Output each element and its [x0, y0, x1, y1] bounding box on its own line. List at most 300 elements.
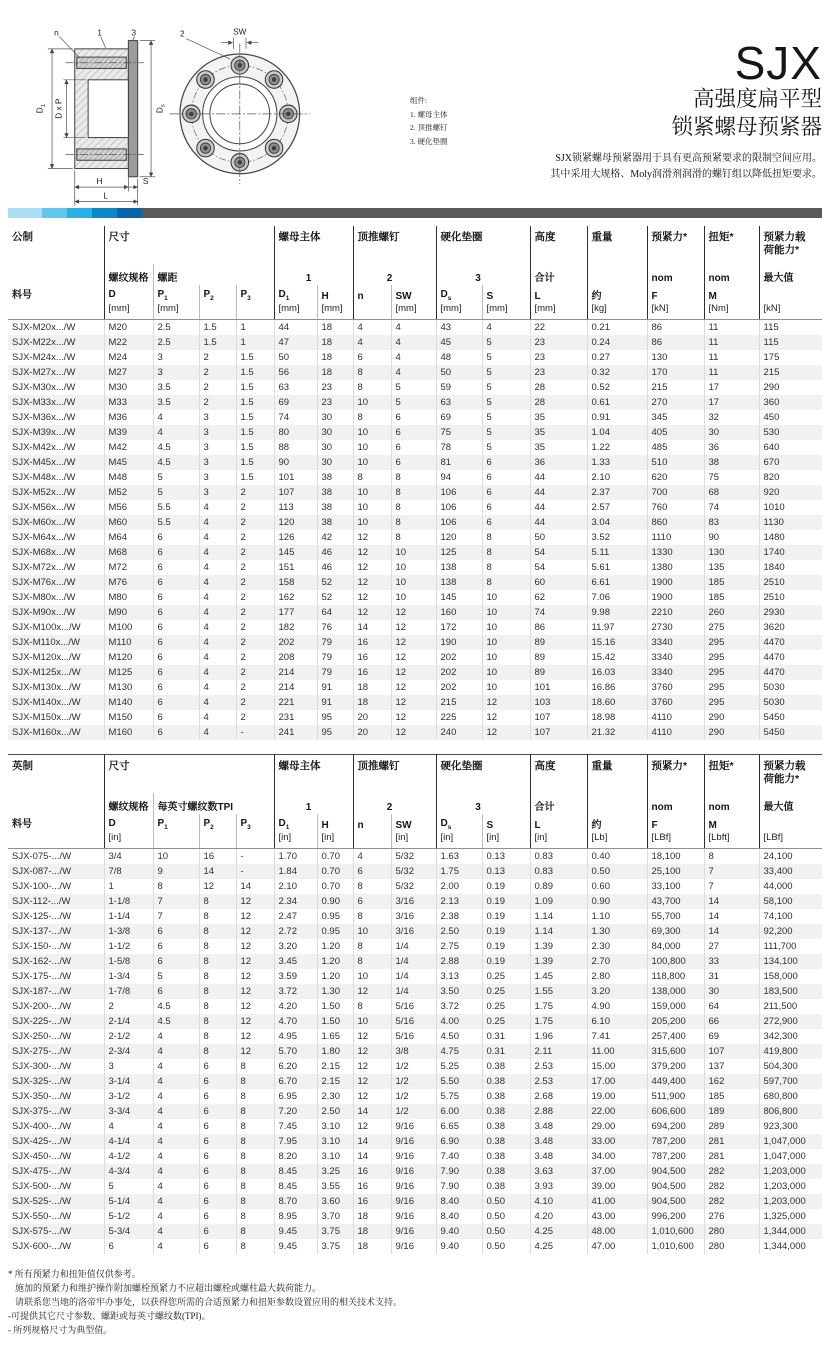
table-cell: 6 [353, 894, 391, 909]
imperial-spec-table [8, 754, 822, 1254]
col-header: F [647, 285, 704, 303]
table-cell: 6.95 [274, 1089, 317, 1104]
table-cell: 12 [353, 605, 391, 620]
table-cell: 76 [317, 620, 353, 635]
table-cell: 1900 [647, 590, 704, 605]
table-row [8, 560, 822, 575]
table-cell: 700 [647, 485, 704, 500]
table-cell: 3 [199, 410, 236, 425]
table-cell: 1,344,000 [763, 1241, 806, 1252]
table-cell: 694,200 [647, 1119, 704, 1134]
table-cell: 12 [353, 1074, 391, 1089]
col-header: 重量 [587, 226, 647, 264]
table-cell: 5/16 [391, 999, 436, 1014]
table-cell: 118,800 [647, 969, 704, 984]
table-cell: 4 [353, 320, 391, 336]
table-cell: 43 [436, 320, 482, 336]
table-cell: 1.75 [436, 864, 482, 879]
table-cell: 4 [153, 1149, 199, 1164]
table-cell: 202 [436, 665, 482, 680]
table-cell: 2 [236, 650, 274, 665]
table-cell: 6 [391, 410, 436, 425]
table-cell: 6 [199, 1134, 236, 1149]
table-cell: 137 [704, 1059, 759, 1074]
table-cell: 8 [482, 530, 530, 545]
table-cell: M22 [104, 335, 153, 350]
table-cell: 7 [153, 894, 199, 909]
table-cell: 18.98 [587, 710, 647, 725]
label-3: 3 [131, 28, 137, 38]
page-header [0, 0, 830, 208]
table-cell: 4.10 [530, 1194, 587, 1209]
table-cell: SJX-525-.../W [8, 1194, 104, 1209]
table-cell: 272,900 [763, 1016, 798, 1027]
table-cell: 10 [353, 440, 391, 455]
table-cell: 2.10 [274, 879, 317, 894]
table-cell: 4.25 [530, 1224, 587, 1239]
table-cell: 74,100 [763, 911, 793, 922]
table-cell: SJX-M45x.../W [8, 455, 104, 470]
table-cell: 2 [236, 620, 274, 635]
col-header: L [530, 814, 587, 832]
table-cell: 5.61 [587, 560, 647, 575]
table-row [8, 665, 822, 680]
unit-label [353, 303, 391, 320]
col-header [587, 264, 647, 285]
col-header: 尺寸 [104, 755, 274, 794]
table-cell: 4 [153, 1209, 199, 1224]
table-cell: 6 [199, 1119, 236, 1134]
table-cell: 6 [353, 350, 391, 365]
table-cell: 0.38 [482, 1149, 530, 1164]
table-cell: 202 [274, 635, 317, 650]
table-cell: 18 [317, 320, 353, 336]
table-cell: 8 [353, 939, 391, 954]
table-cell: 282 [704, 1179, 759, 1194]
table-cell: 5 [482, 425, 530, 440]
table-cell: 3.52 [587, 530, 647, 545]
table-cell: 46 [317, 560, 353, 575]
table-cell: 10 [353, 425, 391, 440]
col-header: M [704, 814, 759, 832]
table-cell: 2 [236, 635, 274, 650]
table-cell: 89 [530, 635, 587, 650]
table-cell: 1.5 [236, 470, 274, 485]
table-cell: 106 [436, 500, 482, 515]
table-cell: 2510 [763, 577, 785, 588]
table-cell: 3.20 [587, 984, 647, 999]
table-cell: 920 [763, 487, 780, 498]
table-cell: 5 [153, 470, 199, 485]
table-cell: 4 [153, 1089, 199, 1104]
table-cell: 8 [236, 1224, 274, 1239]
table-cell: 1,325,000 [763, 1211, 806, 1222]
table-cell: SJX-087-.../W [8, 864, 104, 879]
table-cell: 48.00 [587, 1224, 647, 1239]
table-cell: 3.48 [530, 1149, 587, 1164]
unit-label: [in] [274, 832, 317, 849]
table-cell: 160 [436, 605, 482, 620]
table-cell: SJX-425-.../W [8, 1134, 104, 1149]
table-cell: 3620 [763, 622, 785, 633]
table-cell: 44 [530, 500, 587, 515]
unit-label: [mm] [104, 303, 153, 320]
table-cell: 345 [647, 410, 704, 425]
table-cell: 8 [236, 1089, 274, 1104]
product-description: SJX锁紧螺母预紧器用于具有更高预紧要求的限制空间应用。 其中采用大规格、Moly润滑剂润滑的螺钉组以降低扭矩要求。 [550, 152, 822, 180]
table-cell: 44 [274, 320, 317, 336]
table-cell: 14 [353, 1149, 391, 1164]
table-cell: 4470 [763, 667, 785, 678]
table-cell: 4 [199, 650, 236, 665]
table-cell: 86 [647, 320, 704, 336]
table-cell: 8 [353, 365, 391, 380]
unit-label [236, 303, 274, 320]
table-cell: 75 [704, 470, 759, 485]
table-cell: 0.38 [482, 1074, 530, 1089]
table-cell: 4 [153, 410, 199, 425]
table-cell: 74 [530, 605, 587, 620]
table-cell: 10 [353, 515, 391, 530]
title-block [550, 37, 822, 183]
table-cell: 1.5 [236, 350, 274, 365]
table-cell: 18 [353, 1209, 391, 1224]
table-cell: 18 [353, 1239, 391, 1254]
col-header: S [482, 814, 530, 832]
table-cell: SJX-375-.../W [8, 1104, 104, 1119]
table-cell: 5030 [763, 682, 785, 693]
table-cell: 8 [704, 849, 759, 865]
table-cell: 2.15 [317, 1074, 353, 1089]
table-cell: 38 [317, 515, 353, 530]
table-cell: 215 [647, 380, 704, 395]
footnote-line: 施加的预紧力和维护操作附加螺栓预紧力不应超出螺栓或螺柱最大载荷能力。 [15, 1282, 322, 1293]
unit-label [236, 832, 274, 849]
table-cell: 6 [153, 939, 199, 954]
table-cell: 4.5 [153, 440, 199, 455]
table-cell: 1.09 [530, 894, 587, 909]
table-cell: 419,800 [763, 1046, 798, 1057]
table-cell: 2.50 [436, 924, 482, 939]
table-cell: 1840 [763, 562, 785, 573]
table-cell: 3.72 [274, 984, 317, 999]
table-row [8, 725, 822, 740]
table-cell: M120 [104, 650, 153, 665]
table-cell: 5-3/4 [104, 1224, 153, 1239]
table-cell: 0.38 [482, 1089, 530, 1104]
table-cell: 24,100 [763, 851, 793, 862]
imperial-table-body [8, 849, 822, 1255]
table-cell: 88 [274, 440, 317, 455]
table-cell: 2.10 [587, 470, 647, 485]
table-cell: 16 [353, 1164, 391, 1179]
table-cell: 0.38 [482, 1119, 530, 1134]
col-header: 螺距 [153, 264, 274, 285]
table-cell: 11.00 [587, 1044, 647, 1059]
table-cell: 787,200 [647, 1134, 704, 1149]
table-cell: 1.30 [587, 924, 647, 939]
label-ds: $D_s$ [155, 104, 167, 114]
table-cell: 0.52 [587, 380, 647, 395]
table-cell: SJX-M39x.../W [8, 425, 104, 440]
table-cell: 5 [482, 410, 530, 425]
table-cell: M30 [104, 380, 153, 395]
unit-label [199, 832, 236, 849]
table-cell: 8 [353, 954, 391, 969]
table-cell: 151 [274, 560, 317, 575]
table-cell: 10 [482, 650, 530, 665]
table-cell: 33,400 [763, 866, 793, 877]
table-cell: 10 [391, 590, 436, 605]
table-cell: 3/16 [391, 894, 436, 909]
table-cell: M27 [104, 365, 153, 380]
table-cell: 2.37 [587, 485, 647, 500]
label-dxp: D x P [54, 98, 64, 119]
table-cell: 17 [704, 380, 759, 395]
table-row [8, 1014, 822, 1029]
table-cell: 1-3/4 [104, 969, 153, 984]
unit-label: [mm] [317, 303, 353, 320]
table-cell: SJX-M56x.../W [8, 500, 104, 515]
table-cell: 202 [436, 650, 482, 665]
table-cell: 16 [199, 849, 236, 865]
table-cell: 6 [153, 560, 199, 575]
unit-label: [in] [482, 832, 530, 849]
table-cell: 4 [199, 575, 236, 590]
footnote-line: * 所有预紧力和扭矩值仅供参考。 [8, 1269, 141, 1279]
table-cell: 2.57 [587, 500, 647, 515]
table-cell: 3/16 [391, 909, 436, 924]
table-cell: 30 [704, 984, 759, 999]
table-cell: 2-3/4 [104, 1044, 153, 1059]
table-cell: 1.5 [236, 380, 274, 395]
table-cell: 0.50 [482, 1239, 530, 1254]
table-cell: 449,400 [647, 1074, 704, 1089]
table-cell: 9/16 [391, 1224, 436, 1239]
table-cell: 4 [199, 665, 236, 680]
table-cell: 2 [199, 395, 236, 410]
col-header: H [317, 285, 353, 303]
table-cell: 8.40 [436, 1194, 482, 1209]
table-cell: 0.95 [317, 924, 353, 939]
table-cell: 2.13 [436, 894, 482, 909]
table-cell: 2.15 [317, 1059, 353, 1074]
table-cell: 9.45 [274, 1224, 317, 1239]
table-cell: 2 [199, 380, 236, 395]
table-cell: 1380 [647, 560, 704, 575]
table-cell: 10 [153, 849, 199, 865]
table-cell: 19.00 [587, 1089, 647, 1104]
table-cell: 44 [530, 515, 587, 530]
table-cell: 4.00 [436, 1014, 482, 1029]
table-cell: 138,000 [647, 984, 704, 999]
table-cell: 12 [391, 680, 436, 695]
table-cell: 3760 [647, 695, 704, 710]
table-cell: 1-1/2 [104, 939, 153, 954]
table-cell: 4 [153, 1119, 199, 1134]
table-row [8, 1179, 822, 1194]
table-cell: 8.95 [274, 1209, 317, 1224]
table-cell: 54 [530, 560, 587, 575]
table-cell: 3/4 [104, 849, 153, 865]
table-cell: 211,500 [763, 1001, 798, 1012]
table-cell: 3.60 [317, 1194, 353, 1209]
col-header: D [104, 285, 153, 303]
table-cell: 125 [436, 545, 482, 560]
table-cell: 15.42 [587, 650, 647, 665]
legend-item: 3. 硬化垫圈 [410, 136, 448, 146]
table-cell: - [236, 725, 274, 740]
table-cell: 4 [153, 425, 199, 440]
table-cell: SJX-M27x.../W [8, 365, 104, 380]
table-cell: 4 [482, 320, 530, 336]
table-cell: 1010 [763, 502, 785, 513]
table-cell: M125 [104, 665, 153, 680]
table-cell: 0.19 [482, 879, 530, 894]
col-header: 硬化垫圈 [436, 226, 530, 264]
table-cell: 3.55 [317, 1179, 353, 1194]
table-cell: 7 [704, 864, 759, 879]
table-cell: 1.20 [317, 939, 353, 954]
table-cell: 4 [391, 350, 436, 365]
table-cell: 4.5 [153, 455, 199, 470]
table-cell: 8 [236, 1239, 274, 1254]
table-row [8, 939, 822, 954]
col-header: 扭矩* [704, 226, 759, 264]
table-cell: 37.00 [587, 1164, 647, 1179]
table-cell: M150 [104, 710, 153, 725]
table-cell: 1110 [647, 530, 704, 545]
col-header: $P_1$ [153, 285, 199, 303]
table-cell: 12 [391, 605, 436, 620]
table-cell: 0.19 [482, 894, 530, 909]
table-cell: 18 [317, 365, 353, 380]
table-cell: 1,203,000 [763, 1181, 806, 1192]
unit-label: [mm] [436, 303, 482, 320]
table-cell: 280 [704, 1239, 759, 1254]
col-header: 预紧力* [647, 226, 704, 264]
table-cell: 15.16 [587, 635, 647, 650]
table-cell: 33 [704, 954, 759, 969]
table-cell: 12 [391, 635, 436, 650]
table-cell: 138 [436, 560, 482, 575]
table-cell: SJX-187-.../W [8, 984, 104, 999]
table-cell: 46 [317, 545, 353, 560]
col-header: $P_1$ [153, 814, 199, 832]
table-cell: 4 [353, 335, 391, 350]
table-cell: 2.5 [153, 335, 199, 350]
table-cell: 2.75 [436, 939, 482, 954]
table-cell: 90 [274, 455, 317, 470]
table-cell: 1,203,000 [763, 1196, 806, 1207]
table-cell: 8 [199, 1044, 236, 1059]
table-cell: 11 [704, 335, 759, 350]
label-n: n [54, 28, 59, 38]
table-cell: 63 [436, 395, 482, 410]
table-cell: 3-1/2 [104, 1089, 153, 1104]
metric-spec-table [8, 226, 822, 740]
table-cell: 3.48 [530, 1134, 587, 1149]
table-cell: 1.33 [587, 455, 647, 470]
table-cell: 23 [530, 350, 587, 365]
table-cell: 12 [353, 545, 391, 560]
table-cell: 1.45 [530, 969, 587, 984]
unit-label: [in] [317, 832, 353, 849]
col-header: 公制 料号 [8, 226, 104, 320]
table-cell: 6 [199, 1209, 236, 1224]
unit-label [153, 832, 199, 849]
table-cell: 1.5 [236, 440, 274, 455]
table-cell: 68 [704, 485, 759, 500]
col-header: D [104, 814, 153, 832]
metric-table-body [8, 320, 822, 741]
table-cell: 6 [153, 665, 199, 680]
table-cell: 1.14 [530, 924, 587, 939]
table-cell: 47 [274, 335, 317, 350]
table-cell: 6 [153, 710, 199, 725]
table-cell: 2-1/4 [104, 1014, 153, 1029]
table-cell: 290 [704, 725, 759, 740]
table-cell: 3340 [647, 650, 704, 665]
col-header: $P_2$ [199, 285, 236, 303]
table-cell: 0.70 [317, 879, 353, 894]
col-header: 合计 [530, 793, 587, 814]
table-cell: SJX-137-.../W [8, 924, 104, 939]
table-cell: 5450 [763, 727, 785, 738]
table-cell: 183,500 [763, 986, 798, 997]
col-header: $D_s$ [436, 814, 482, 832]
table-cell: 10 [482, 635, 530, 650]
table-cell: 0.50 [482, 1224, 530, 1239]
table-cell: 6.65 [436, 1119, 482, 1134]
table-cell: 0.19 [482, 939, 530, 954]
table-cell: 84,000 [647, 939, 704, 954]
table-cell: 8 [353, 999, 391, 1014]
table-cell: 107 [704, 1044, 759, 1059]
table-cell: 0.21 [587, 320, 647, 336]
table-cell: 130 [647, 350, 704, 365]
table-cell: 1.75 [530, 1014, 587, 1029]
table-cell: 3-1/4 [104, 1074, 153, 1089]
col-header: SW [391, 814, 436, 832]
table-cell: 1.22 [587, 440, 647, 455]
table-cell: 18,100 [647, 849, 704, 865]
table-cell: 89 [530, 650, 587, 665]
table-cell: 7.41 [587, 1029, 647, 1044]
table-cell: 12 [236, 909, 274, 924]
table-row [8, 575, 822, 590]
col-header [759, 814, 822, 832]
table-cell: 12 [236, 1014, 274, 1029]
table-cell: 0.19 [482, 909, 530, 924]
footnote-line: - 所列规格尺寸为典型值。 [8, 1324, 113, 1335]
table-cell: 14 [353, 1134, 391, 1149]
unit-label: [mm] [391, 303, 436, 320]
table-cell: 12 [353, 984, 391, 999]
table-row [8, 515, 822, 530]
table-cell: 14 [704, 924, 759, 939]
table-cell: 38 [317, 485, 353, 500]
table-cell: 6.00 [436, 1104, 482, 1119]
table-cell: 4 [199, 530, 236, 545]
label-h: H [96, 176, 103, 186]
table-cell: 202 [436, 680, 482, 695]
table-cell: 2.70 [587, 954, 647, 969]
table-cell: 3.72 [436, 999, 482, 1014]
drawing-ref-3: 3 [436, 264, 530, 285]
table-cell: 257,400 [647, 1029, 704, 1044]
table-row [8, 335, 822, 350]
